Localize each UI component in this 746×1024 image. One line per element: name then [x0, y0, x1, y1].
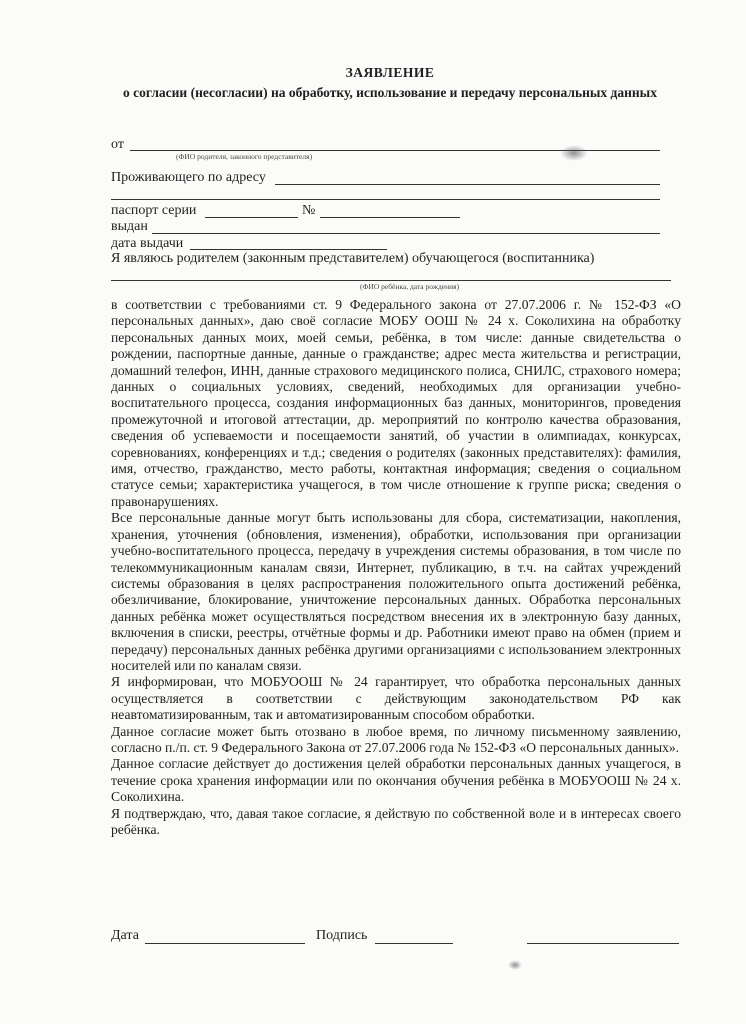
signature-line[interactable] [375, 943, 453, 944]
from-hint: (ФИО родителя, законного представителя) [176, 152, 313, 161]
title-subheading: о согласии (несогласии) на обработку, использование и передачу персональных данных [123, 85, 657, 100]
issued-label: выдан [111, 219, 148, 234]
passport-series-label: паспорт серии [111, 203, 197, 218]
consent-paragraph-4: Данное согласие может быть отозвано в любое время, по личному письменному заявлению, согласно п./п. ст. 9 Федерального Закона от 27.07.2006 года № 152-ФЗ «О персональных данных». [111, 723, 681, 755]
address-label: Проживающего по адресу [111, 170, 266, 185]
passport-number-label: № [302, 203, 316, 218]
issued-line[interactable] [152, 233, 660, 234]
passport-series-line[interactable] [205, 217, 298, 218]
date-line[interactable] [145, 943, 305, 944]
consent-paragraph-6: Я подтверждаю, что, давая такое согласие, я действую по собственной воле и в интересах своего ребёнка. [111, 805, 681, 837]
child-hint: (ФИО ребёнка, дата рождения) [360, 282, 460, 291]
signature-name-line[interactable] [527, 943, 679, 944]
scan-smudge [560, 145, 588, 161]
address-line-1[interactable] [275, 184, 660, 185]
scan-speck [508, 960, 522, 970]
issue-date-line[interactable] [190, 249, 387, 250]
consent-paragraph-1: в соответствии с требованиями ст. 9 Федерального закона от 27.07.2006 г. № 152-ФЗ «О персональных данных», даю своё согласие МОБУ ООШ № 24 х. Соколихина на обработку персональных данных моих, моей семьи, ребёнка, в том числе: данные свидетельства о рождении, паспортные данные, данные о гражданстве; адрес места жительства и регистрации, домашний телефон, ИНН, данные страхового медицинского полиса, СНИЛС, страхового номера; данных о социальных условиях, сведений, необходимых для организации учебно-воспитательного процесса, создания информационных баз данных, мониторингов, проведения промежуточной и итоговой аттестации, др. мероприятий по контролю качества образования, сведения об успеваемости и посещаемости занятий, об участии в олимпиадах, конкурсах, соревнованиях, конференциях и т.д.; сведения о родителях (законных представителях): фамилия, имя, отчество, гражданство, место работы, контактная информация; сведения о социальном статусе семьи; характеристика учащегося, в том числе отношение к группе риска; сведения о правонарушениях. [111, 297, 681, 509]
title-heading: ЗАЯВЛЕНИЕ [345, 65, 435, 80]
consent-body [111, 297, 681, 838]
from-label: от [111, 137, 124, 152]
date-label: Дата [111, 928, 139, 943]
document-title [100, 64, 680, 101]
consent-paragraph-5: Данное согласие действует до достижения целей обработки персональных данных учащегося, в течение срока хранения информации или по окончания обучения ребёнка в МОБУООШ № 24 х. Соколихина. [111, 756, 681, 805]
consent-paragraph-3: Я информирован, что МОБУООШ № 24 гарантирует, что обработка персональных данных осуществляется в соответствии с действующим законодательством РФ как неавтоматизированным, так и автоматизированным способом обработки. [111, 674, 681, 723]
signature-label: Подпись [316, 928, 368, 943]
passport-number-line[interactable] [320, 217, 460, 218]
consent-paragraph-2: Все персональные данные могут быть использованы для сбора, систематизации, накопления, хранения, уточнения (обновления, изменения), обработки, использования при организации учебно-воспитательного процесса, передачу в учреждения системы образования, в том числе по телекоммуникационным каналам связи, Интернет, публикацию, в т.ч. на сайтах учреждений системы образования в целях распространения положительного опыта достижений ребёнка, обезличивание, блокирование, уничтожение персональных данных. Обработка персональных данных ребёнка может осуществляться посредством внесения их в электронную базу данных, включения в списки, реестры, отчётные формы и др. Работники имеют право на обмен (прием и передачу) персональных данных ребёнка другими организациями с использованием электронных носителей или по каналам связи. [111, 510, 681, 673]
parent-statement: Я являюсь родителем (законным представителем) обучающегося (воспитанника) [111, 251, 595, 266]
issue-date-label: дата выдачи [111, 236, 184, 251]
child-name-line[interactable] [111, 280, 671, 281]
address-line-2[interactable] [111, 199, 660, 200]
